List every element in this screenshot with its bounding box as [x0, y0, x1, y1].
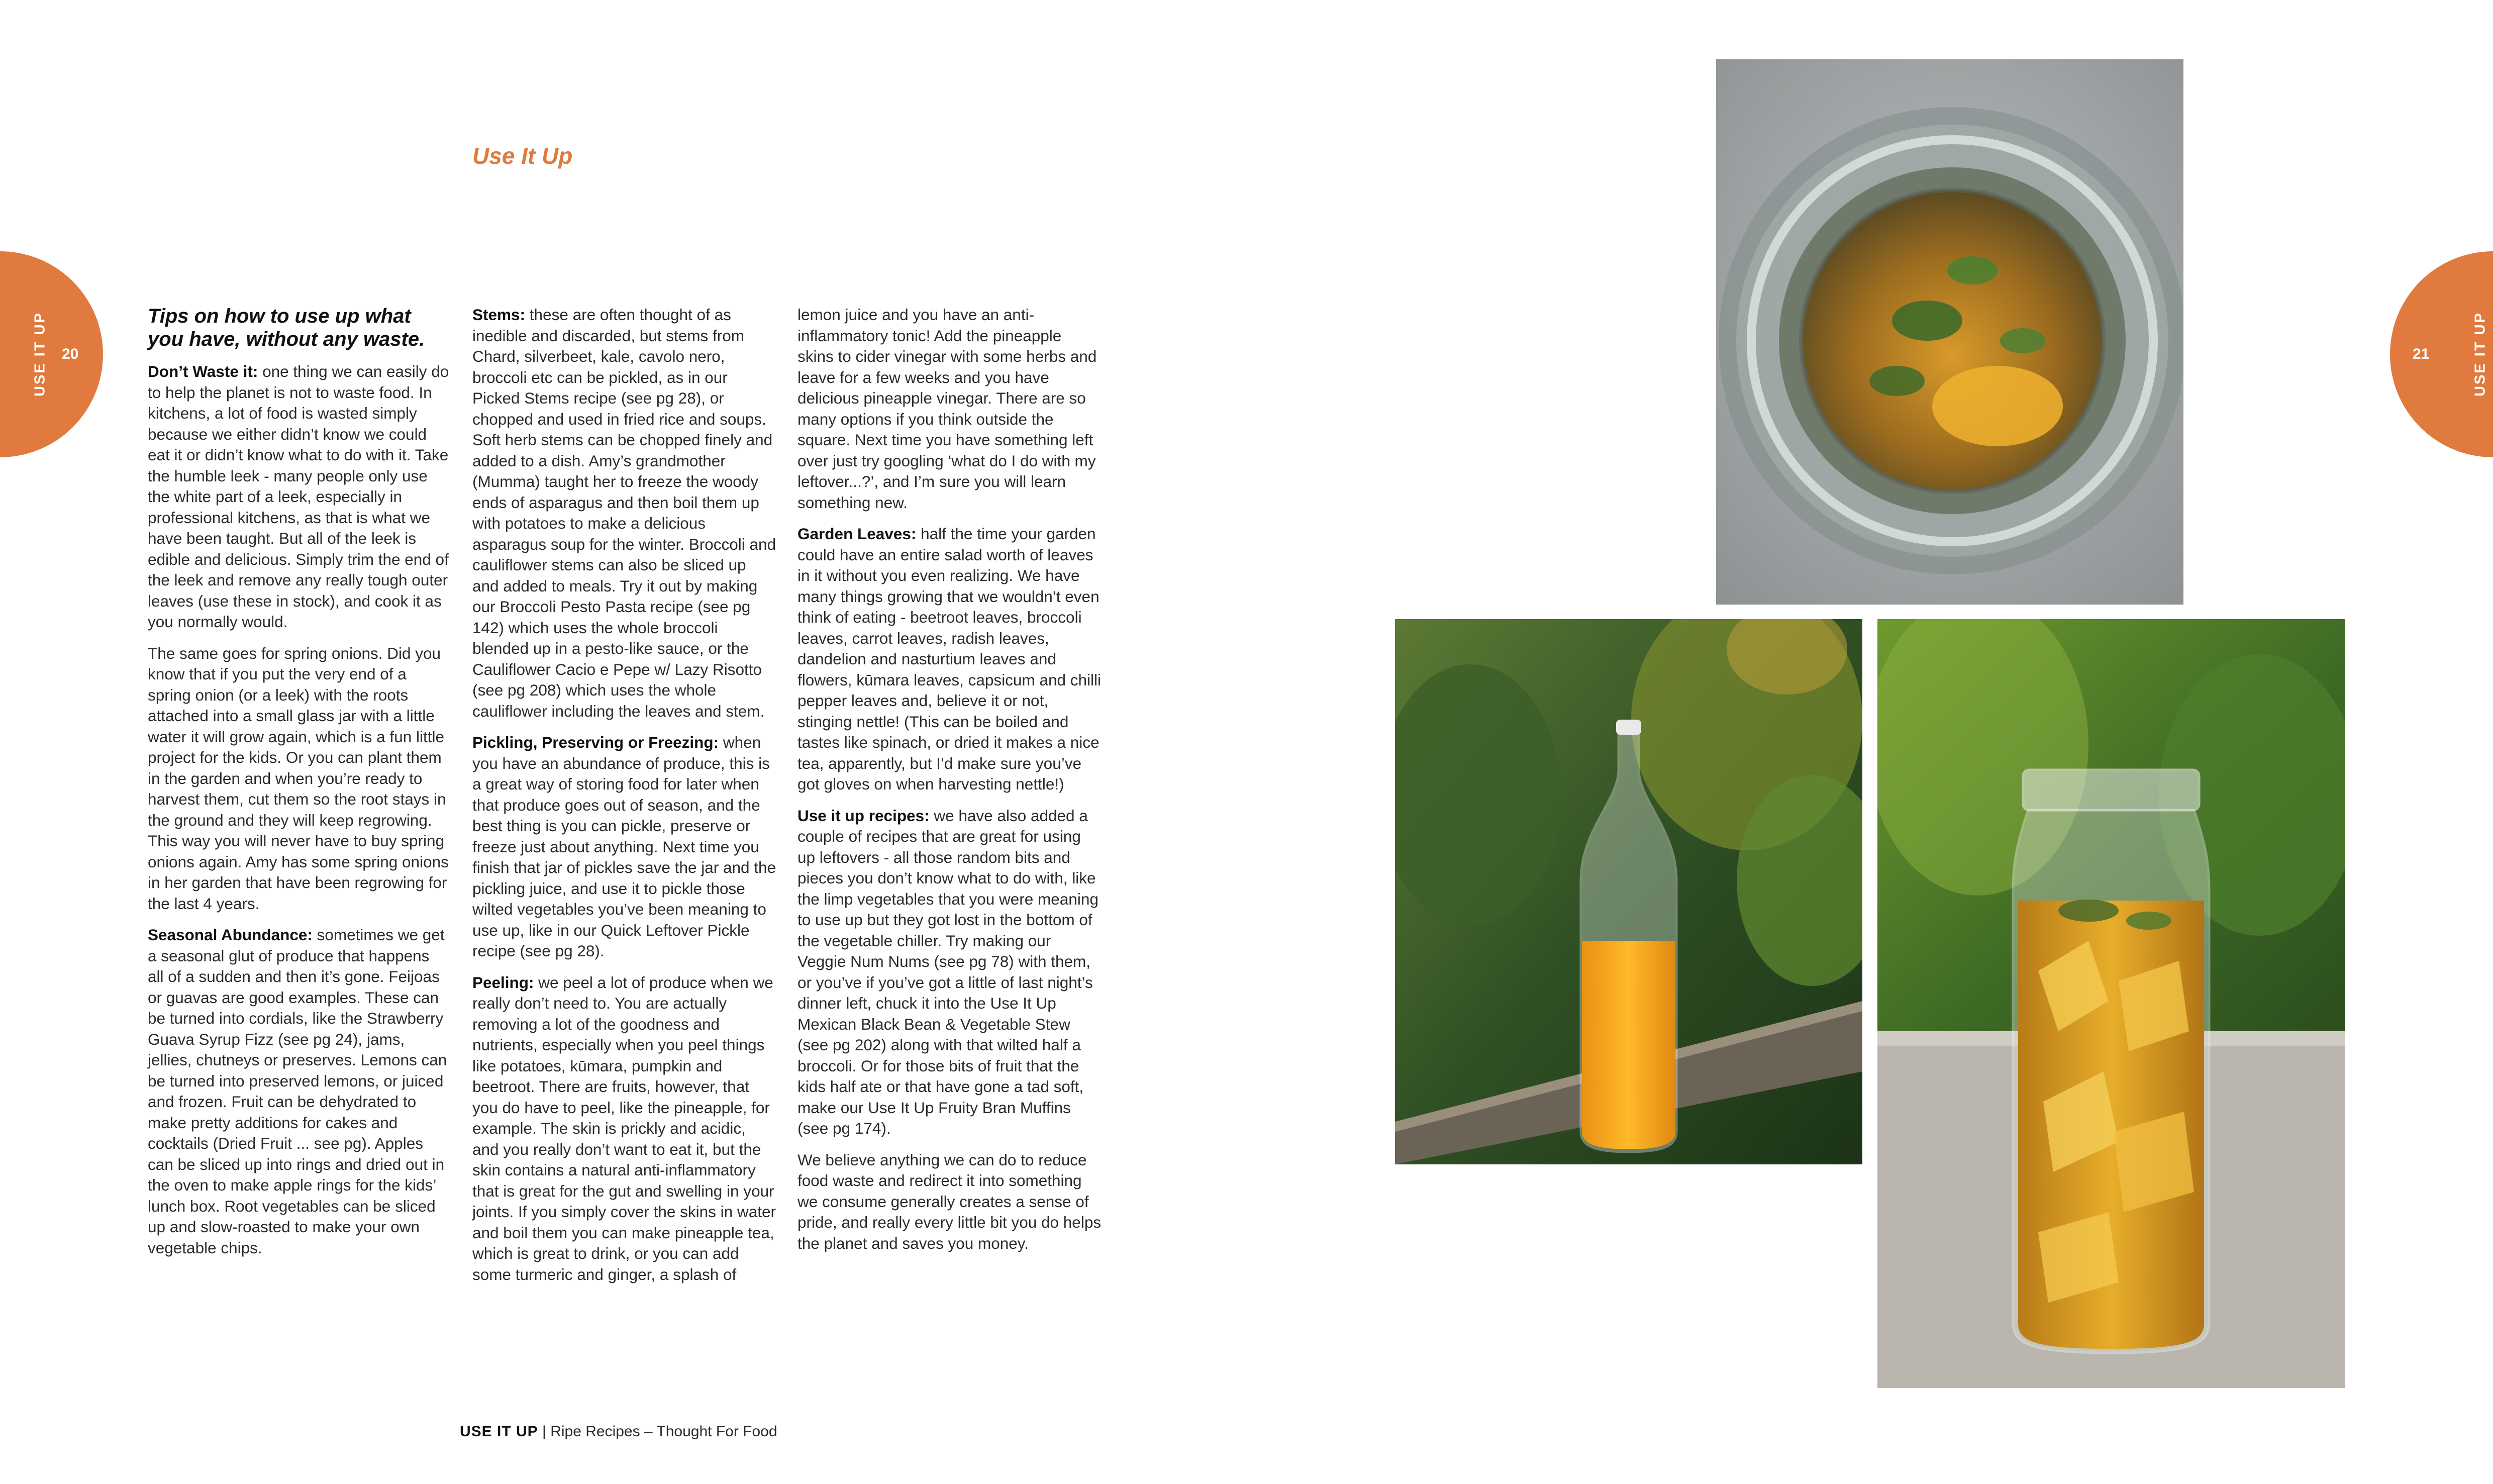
paragraph-heading: Pickling, Preserving or Freezing:	[472, 733, 719, 751]
paragraph-heading: Seasonal Abundance:	[148, 926, 313, 944]
bottle-of-juice-photo	[1395, 619, 1862, 1164]
paragraph-text: we have also added a couple of recipes that are great for using up leftovers - all those random bits and pieces you don’t know what to do with, like the limp vegetables that you were meaning to use up but they got lost in the bottom of the vegetable chiller. Try making our Veggie Num Nums (see pg 78) with them, or you’ve if you’ve got a little of last night’s dinner left, chuck it into the Use It Up Mexican Black Bean & Vegetable Stew (see pg 202) along with that wilted half a broccoli. Or for those bits of fruit that the kids half ate or that have gone a tad soft, make our Use It Up Fruity Bran Muffins (see pg 174).	[797, 806, 1099, 1137]
paragraph-text: these are often thought of as inedible and discarded, but stems from Chard, silverbeet, kale, cavolo nero, broccoli etc can be pickled, as in our Picked Stems recipe (see pg 28), or chopped and used in fried rice and soups. Soft herb stems can be chopped finely and added to a dish. Amy’s grandmother (Mumma) taught her to freeze the woody ends of asparagus and then boil them up with potatoes to make a delicious asparagus soup for the winter. Broccoli and cauliflower stems can also be sliced up and added to meals. Try it out by making our Broccoli Pesto Pasta recipe (see pg 142) which uses the whole broccoli blended up in a pesto-like sauce, or the Cauliflower Cacio e Pepe w/ Lazy Risotto (see pg 208) which uses the whole cauliflower including the leaves and stem.	[472, 306, 776, 720]
paragraph-text: The same goes for spring onions. Did you know that if you put the very end of a spring onion (or a leek) with the roots attached into a small glass jar with a little water it will grow again, which is a fun little project for the kids. Or you can plant them in the garden and when you’re ready to harvest them, cut them so the root stays in the ground and they will keep regrowing. This way you will never have to buy spring onions again. Amy has some spring onions in her garden that have been regrowing for the last 4 years.	[148, 644, 449, 913]
left-page-tab	[0, 251, 103, 457]
right-page-number: 21	[2413, 346, 2430, 362]
paragraph	[148, 361, 449, 633]
paragraph-heading: Stems:	[472, 306, 526, 324]
paragraph	[797, 305, 1102, 513]
right-tab-label: USE IT UP	[2472, 312, 2488, 397]
paragraph	[797, 806, 1102, 1139]
paragraph-text: half the time your garden could have an entire salad worth of leaves in it without you even realizing. We have many things growing that we wouldn’t even think of eating - beetroot leaves, broccoli leaves, carrot leaves, radish leaves, dandelion and nasturtium leaves and flowers, kūmara leaves, capsicum and chilli pepper leaves and, believe it or not, stinging nettle! (This can be boiled and tastes like spinach, or dried it makes a nice tea, apparently, but I’d make sure you’ve got gloves on when harvesting nettle!)	[797, 525, 1101, 793]
section-title: Use It Up	[472, 143, 573, 169]
footer-book-title: Ripe Recipes – Thought For Food	[550, 1423, 777, 1440]
paragraph	[472, 305, 776, 722]
footer-section: USE IT UP	[460, 1423, 538, 1440]
left-tab-label: USE IT UP	[32, 312, 48, 397]
paragraph-heading: Use it up recipes:	[797, 806, 930, 825]
page-footer	[460, 1423, 777, 1440]
right-page-tab	[2390, 251, 2493, 457]
paragraph	[797, 524, 1102, 795]
paragraph	[148, 925, 449, 1258]
paragraph	[472, 972, 776, 1285]
paragraph-heading: Peeling:	[472, 973, 534, 992]
paragraph-heading: Garden Leaves:	[797, 525, 917, 543]
paragraph	[797, 1150, 1102, 1254]
left-page-number: 20	[62, 346, 79, 362]
paragraph-text: We believe anything we can do to reduce food waste and redirect it into something we consume generally creates a sense of pride, and really every little bit you do helps the planet and saves you money.	[797, 1150, 1102, 1252]
paragraph-text: sometimes we get a seasonal glut of produce that happens all of a sudden and then it’s gone. Feijoas or guavas are good examples. These can be turned into cordials, like the Strawberry Guava Syrup Fizz (see pg 24), jams, jellies, chutneys or preserves. Lemons can be turned into preserved lemons, or juiced and frozen. Fruit can be dehydrated to make pretty additions for cakes and cocktails (Dried Fruit ... see pg). Apples can be sliced up into rings and dried out in the oven to make apple rings for the kids’ lunch box. Root vegetables can be sliced up and slow-roasted to make your own vegetable chips.	[148, 926, 447, 1257]
paragraph	[148, 643, 449, 915]
pineapple-jar-photo	[1877, 619, 2345, 1388]
text-column-2	[472, 305, 776, 1296]
paragraph-text: lemon juice and you have an anti-inflammatory tonic! Add the pineapple skins to cider vinegar with some herbs and leave for a few weeks and you have delicious pineapple vinegar. There are so many options if you think outside the square. Next time you have something left over just try googling ‘what do I do with my leftover...?’, and I’m sure you will learn something new.	[797, 306, 1097, 512]
paragraph-text: one thing we can easily do to help the planet is not to waste food. In kitchens, a lot of food is wasted simply because we either didn’t know we could eat it or didn’t know what to do with it. Take the humble leek - many people only use the white part of a leek, especially in professional kitchens, as that is what we have been taught. But all of the leek is edible and delicious. Simply trim the end of the leek and remove any really tough outer leaves (use these in stock), and cook it as you normally would.	[148, 362, 449, 631]
text-column-3	[797, 305, 1102, 1264]
text-column-1	[148, 305, 449, 1269]
paragraph-text: we peel a lot of produce when we really don’t need to. You are actually removing a lot of the goodness and nutrients, especially when you peel things like potatoes, kūmara, pumpkin and beetroot. There are fruits, however, that you do have to peel, like the pineapple, for example. The skin is prickly and acidic, and you really don’t want to eat it, but the skin contains a natural anti-inflammatory that is great for the gut and swelling in your joints. If you simply cover the skins in water and boil them you can make pineapple tea, which is great to drink, or you can add some turmeric and ginger, a splash of	[472, 973, 776, 1283]
paragraph-text: when you have an abundance of produce, this is a great way of storing food for later when that produce goes out of season, and the best thing is you can pickle, preserve or freeze just about anything. Next time you finish that jar of pickles save the jar and the pickling juice, and use it to pickle those wilted vegetables you’ve been meaning to use up, like in our Quick Leftover Pickle recipe (see pg 28).	[472, 733, 776, 960]
footer-separator: |	[542, 1423, 546, 1440]
jar-top-view-photo	[1716, 59, 2183, 605]
paragraph	[472, 732, 776, 962]
tagline: Tips on how to use up what you have, without any waste.	[148, 305, 425, 350]
paragraph-heading: Don’t Waste it:	[148, 362, 258, 380]
